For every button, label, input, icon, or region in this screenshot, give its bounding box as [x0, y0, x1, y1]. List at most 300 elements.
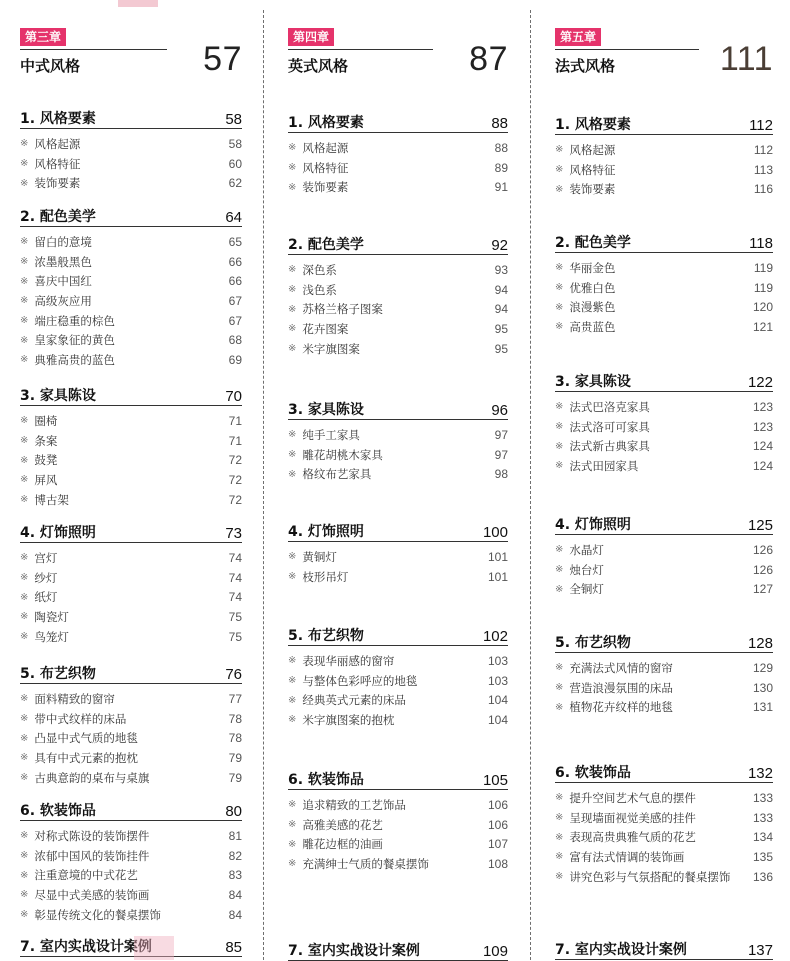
item-page: 72 — [228, 492, 242, 507]
bullet-icon: ※ — [288, 284, 297, 296]
toc-section — [20, 800, 242, 924]
item-page: 67 — [228, 293, 242, 308]
toc-item[interactable] — [555, 847, 773, 867]
toc-item[interactable] — [20, 411, 242, 431]
bullet-icon: ※ — [288, 675, 297, 687]
toc-item[interactable] — [288, 445, 508, 465]
toc-item[interactable] — [555, 658, 773, 678]
bullet-icon: ※ — [288, 468, 297, 480]
item-label: 浪漫紫色 — [569, 300, 616, 315]
section-title: 5. 布艺织物 — [20, 666, 96, 682]
item-page: 58 — [228, 136, 242, 151]
toc-item[interactable] — [288, 464, 508, 484]
toc-item[interactable] — [288, 425, 508, 445]
item-page: 84 — [228, 907, 242, 922]
bullet-icon: ※ — [288, 162, 297, 174]
toc-item[interactable] — [20, 885, 242, 905]
item-page: 123 — [752, 419, 773, 434]
item-page: 106 — [487, 797, 508, 812]
item-page: 124 — [752, 439, 773, 454]
bullet-icon: ※ — [20, 334, 29, 346]
toc-item[interactable] — [555, 397, 773, 417]
chapter-rule — [555, 49, 699, 50]
section-title: 1. 风格要素 — [555, 117, 631, 133]
toc-item[interactable] — [288, 671, 508, 691]
section-page: 64 — [225, 209, 242, 226]
item-label: 典雅高贵的蓝色 — [34, 352, 115, 367]
item-page: 62 — [228, 176, 242, 191]
toc-item[interactable] — [555, 867, 773, 887]
bullet-icon: ※ — [288, 303, 297, 315]
item-page: 78 — [228, 731, 242, 746]
item-page: 126 — [752, 562, 773, 577]
item-page: 66 — [228, 254, 242, 269]
bullet-icon: ※ — [20, 354, 29, 366]
bullet-icon: ※ — [288, 858, 297, 870]
item-label: 留白的意境 — [34, 234, 92, 249]
item-label: 高级灰应用 — [34, 293, 92, 308]
section-page: 122 — [747, 374, 773, 391]
chapter-badge: 第五章 — [555, 28, 601, 46]
chapter-title: 法式风格 — [555, 57, 616, 75]
item-page: 89 — [494, 160, 508, 175]
toc-item[interactable] — [20, 330, 242, 350]
section-heading[interactable] — [555, 762, 773, 783]
section-heading[interactable] — [288, 521, 508, 542]
bullet-icon: ※ — [555, 164, 564, 176]
item-label: 纱灯 — [34, 570, 58, 585]
toc-item[interactable] — [288, 690, 508, 710]
toc-item[interactable] — [288, 299, 508, 319]
item-label: 与整体色彩呼应的地毯 — [302, 673, 418, 688]
section-title: 1. 风格要素 — [20, 111, 96, 127]
item-page: 126 — [752, 542, 773, 557]
item-label: 带中式纹样的床品 — [34, 711, 127, 726]
item-label: 条案 — [34, 433, 58, 448]
item-page: 79 — [228, 750, 242, 765]
item-page: 119 — [753, 260, 773, 275]
section-page: 85 — [225, 939, 242, 956]
section-heading[interactable] — [20, 800, 242, 821]
toc-section — [555, 939, 773, 960]
toc-item[interactable] — [20, 311, 242, 331]
bullet-icon: ※ — [555, 440, 564, 452]
bullet-icon: ※ — [555, 682, 564, 694]
toc-item[interactable] — [555, 317, 773, 337]
toc-item[interactable] — [555, 278, 773, 298]
toc-item[interactable] — [20, 826, 242, 846]
item-label: 米字旗图案 — [302, 341, 360, 356]
item-label: 法式巴洛克家具 — [569, 399, 650, 414]
item-page: 103 — [487, 653, 508, 668]
section-page: 112 — [749, 117, 773, 134]
chapter-page-number: 87 — [469, 40, 508, 78]
toc-item[interactable] — [555, 258, 773, 278]
item-label: 呈现墙面视觉美感的挂件 — [569, 810, 696, 825]
section-heading[interactable] — [20, 936, 242, 957]
item-label: 装饰要素 — [569, 182, 616, 197]
toc-item[interactable] — [20, 470, 242, 490]
item-label: 烛台灯 — [569, 562, 604, 577]
item-page: 133 — [752, 790, 773, 805]
toc-item[interactable] — [555, 417, 773, 437]
bullet-icon: ※ — [20, 236, 29, 248]
item-page: 97 — [494, 447, 508, 462]
bullet-icon: ※ — [288, 838, 297, 850]
bullet-icon: ※ — [288, 264, 297, 276]
toc-item[interactable] — [555, 788, 773, 808]
toc-item[interactable] — [20, 431, 242, 451]
section-page: 76 — [225, 666, 242, 683]
bullet-icon: ※ — [20, 256, 29, 268]
bullet-icon: ※ — [555, 851, 564, 863]
section-heading[interactable] — [20, 385, 242, 406]
toc-item[interactable] — [20, 748, 242, 768]
section-heading[interactable] — [288, 399, 508, 420]
toc-item[interactable] — [288, 651, 508, 671]
toc-item[interactable] — [288, 567, 508, 587]
toc-item[interactable] — [20, 232, 242, 252]
toc-item[interactable] — [20, 627, 242, 647]
bullet-icon: ※ — [20, 591, 29, 603]
section-title: 7. 室内实战设计案例 — [20, 939, 152, 955]
toc-item[interactable] — [555, 140, 773, 160]
toc-item[interactable] — [555, 827, 773, 847]
section-page: 125 — [747, 517, 773, 534]
toc-item[interactable] — [555, 436, 773, 456]
toc-item[interactable] — [288, 795, 508, 815]
item-label: 表现高贵典雅气质的花艺 — [569, 830, 696, 845]
item-page: 107 — [487, 837, 508, 852]
toc-item[interactable] — [288, 547, 508, 567]
section-title: 6. 软装饰品 — [288, 772, 364, 788]
section-page: 100 — [482, 524, 508, 541]
bullet-icon: ※ — [555, 183, 564, 195]
item-page: 104 — [487, 712, 508, 727]
bullet-icon: ※ — [20, 752, 29, 764]
section-heading[interactable] — [288, 769, 508, 790]
bullet-icon: ※ — [20, 631, 29, 643]
bullet-icon: ※ — [555, 792, 564, 804]
item-page: 60 — [228, 156, 242, 171]
section-page: 105 — [482, 772, 508, 789]
toc-item[interactable] — [20, 709, 242, 729]
bullet-icon: ※ — [288, 799, 297, 811]
item-label: 提升空间艺术气息的摆件 — [569, 790, 696, 805]
toc-section — [288, 399, 508, 484]
section-page: 80 — [225, 803, 242, 820]
item-page: 71 — [228, 413, 242, 428]
item-label: 风格起源 — [302, 140, 349, 155]
section-page: 88 — [491, 115, 508, 132]
item-page: 133 — [752, 810, 773, 825]
item-label: 优雅白色 — [569, 280, 616, 295]
toc-item[interactable] — [288, 138, 508, 158]
item-page: 136 — [752, 869, 773, 884]
section-heading[interactable] — [288, 625, 508, 646]
toc-item[interactable] — [555, 160, 773, 180]
toc-section — [555, 632, 773, 717]
section-heading[interactable] — [555, 232, 773, 253]
section-title: 4. 灯饰照明 — [555, 517, 631, 533]
item-page: 134 — [752, 830, 773, 845]
toc-section — [20, 108, 242, 193]
toc-section — [20, 936, 242, 957]
item-label: 纯手工家具 — [302, 427, 360, 442]
toc-section — [555, 114, 773, 199]
item-page: 68 — [228, 333, 242, 348]
section-title: 6. 软装饰品 — [20, 803, 96, 819]
toc-item[interactable] — [288, 710, 508, 730]
bullet-icon: ※ — [288, 819, 297, 831]
item-label: 装饰要素 — [302, 180, 349, 195]
item-label: 格纹布艺家具 — [302, 467, 372, 482]
bullet-icon: ※ — [555, 701, 564, 713]
bullet-icon: ※ — [555, 262, 564, 274]
section-heading[interactable] — [555, 114, 773, 135]
item-page: 75 — [228, 629, 242, 644]
bullet-icon: ※ — [555, 583, 564, 595]
item-page: 106 — [487, 817, 508, 832]
toc-item[interactable] — [20, 768, 242, 788]
chapter-title: 中式风格 — [20, 57, 81, 75]
item-label: 黄铜灯 — [302, 549, 337, 564]
item-page: 77 — [228, 691, 242, 706]
item-label: 苏格兰格子图案 — [302, 302, 383, 317]
column-divider — [530, 10, 531, 960]
section-page: 118 — [749, 235, 773, 252]
toc-section — [555, 232, 773, 337]
chapter-rule — [20, 49, 167, 50]
item-label: 高贵蓝色 — [569, 319, 616, 334]
toc-item[interactable] — [288, 280, 508, 300]
item-label: 深色系 — [302, 262, 337, 277]
toc-section — [288, 769, 508, 874]
section-page: 137 — [747, 942, 773, 959]
section-title: 2. 配色美学 — [555, 235, 631, 251]
bullet-icon: ※ — [20, 275, 29, 287]
item-label: 法式洛可可家具 — [569, 419, 650, 434]
toc-item[interactable] — [555, 697, 773, 717]
toc-item[interactable] — [20, 450, 242, 470]
section-page: 102 — [482, 628, 508, 645]
item-page: 94 — [494, 282, 508, 297]
toc-item[interactable] — [555, 678, 773, 698]
bullet-icon: ※ — [555, 662, 564, 674]
bullet-icon: ※ — [288, 181, 297, 193]
section-title: 7. 室内实战设计案例 — [555, 942, 687, 958]
section-heading[interactable] — [288, 112, 508, 133]
chapter-header — [288, 28, 508, 80]
section-title: 2. 配色美学 — [20, 209, 96, 225]
item-page: 83 — [228, 868, 242, 883]
item-label: 米字旗图案的抱枕 — [302, 712, 395, 727]
chapter-5-column — [555, 28, 773, 959]
item-page: 66 — [228, 274, 242, 289]
item-label: 古典意韵的桌布与桌旗 — [34, 770, 150, 785]
toc-item[interactable] — [20, 490, 242, 510]
section-heading[interactable] — [555, 632, 773, 653]
bullet-icon: ※ — [20, 713, 29, 725]
toc-item[interactable] — [555, 560, 773, 580]
toc-item[interactable] — [20, 607, 242, 627]
bullet-icon: ※ — [20, 315, 29, 327]
toc-section — [555, 371, 773, 476]
section-heading[interactable] — [20, 663, 242, 684]
item-page: 95 — [494, 321, 508, 336]
toc-item[interactable] — [288, 319, 508, 339]
section-heading[interactable] — [555, 371, 773, 392]
item-label: 浅色系 — [302, 282, 337, 297]
item-page: 131 — [752, 700, 773, 715]
toc-item[interactable] — [20, 291, 242, 311]
toc-section — [20, 522, 242, 646]
toc-item[interactable] — [20, 905, 242, 925]
item-label: 法式田园家具 — [569, 458, 639, 473]
section-title: 4. 灯饰照明 — [20, 525, 96, 541]
section-title: 2. 配色美学 — [288, 237, 364, 253]
toc-item[interactable] — [288, 158, 508, 178]
toc-item[interactable] — [555, 540, 773, 560]
section-title: 3. 家具陈设 — [288, 402, 364, 418]
chapter-4-column — [288, 28, 508, 960]
bullet-icon: ※ — [20, 158, 29, 170]
bullet-icon: ※ — [288, 551, 297, 563]
item-label: 面料精致的窗帘 — [34, 691, 115, 706]
item-label: 喜庆中国红 — [34, 274, 92, 289]
toc-item[interactable] — [20, 271, 242, 291]
bullet-icon: ※ — [20, 494, 29, 506]
item-label: 充满绅士气质的餐桌摆饰 — [302, 856, 429, 871]
item-page: 78 — [228, 711, 242, 726]
toc-section — [20, 206, 242, 370]
bullet-icon: ※ — [20, 889, 29, 901]
bullet-icon: ※ — [288, 655, 297, 667]
toc-item[interactable] — [288, 339, 508, 359]
toc-item[interactable] — [20, 587, 242, 607]
item-page: 72 — [228, 472, 242, 487]
item-page: 101 — [487, 569, 508, 584]
section-page: 92 — [491, 237, 508, 254]
toc-section — [288, 234, 508, 358]
toc-item[interactable] — [288, 854, 508, 874]
chapter-page-number: 111 — [719, 40, 773, 78]
bullet-icon: ※ — [288, 694, 297, 706]
toc-item[interactable] — [20, 548, 242, 568]
section-page: 70 — [225, 388, 242, 405]
bullet-icon: ※ — [288, 449, 297, 461]
toc-item[interactable] — [288, 177, 508, 197]
item-label: 营造浪漫氛围的床品 — [569, 680, 673, 695]
section-heading[interactable] — [555, 514, 773, 535]
section-heading[interactable] — [288, 234, 508, 255]
bullet-icon: ※ — [20, 732, 29, 744]
section-heading[interactable] — [288, 940, 508, 961]
chapter-header — [555, 28, 773, 80]
item-page: 121 — [752, 319, 773, 334]
item-label: 具有中式元素的抱枕 — [34, 750, 138, 765]
bullet-icon: ※ — [555, 460, 564, 472]
item-label: 对称式陈设的装饰摆件 — [34, 828, 150, 843]
toc-item[interactable] — [555, 456, 773, 476]
bullet-icon: ※ — [20, 177, 29, 189]
toc-section — [288, 940, 508, 961]
toc-item[interactable] — [20, 154, 242, 174]
item-label: 鼓凳 — [34, 453, 58, 468]
item-label: 风格特征 — [34, 156, 81, 171]
item-page: 97 — [494, 427, 508, 442]
bullet-icon: ※ — [20, 552, 29, 564]
bullet-icon: ※ — [20, 415, 29, 427]
item-page: 81 — [228, 828, 242, 843]
toc-item[interactable] — [20, 689, 242, 709]
item-page: 65 — [228, 234, 242, 249]
section-title: 4. 灯饰照明 — [288, 524, 364, 540]
item-label: 屏风 — [34, 472, 58, 487]
item-label: 雕花胡桃木家具 — [302, 447, 383, 462]
toc-section — [288, 625, 508, 730]
section-title: 7. 室内实战设计案例 — [288, 943, 420, 959]
toc-item[interactable] — [20, 134, 242, 154]
bullet-icon: ※ — [288, 343, 297, 355]
section-heading[interactable] — [20, 522, 242, 543]
toc-item[interactable] — [288, 834, 508, 854]
toc-item[interactable] — [20, 173, 242, 193]
item-label: 追求精致的工艺饰品 — [302, 797, 406, 812]
toc-item[interactable] — [555, 808, 773, 828]
section-heading[interactable] — [20, 108, 242, 129]
section-heading[interactable] — [555, 939, 773, 960]
item-label: 浓墨般黑色 — [34, 254, 92, 269]
section-heading[interactable] — [20, 206, 242, 227]
bullet-icon: ※ — [20, 693, 29, 705]
toc-item[interactable] — [555, 297, 773, 317]
item-label: 彰显传统文化的餐桌摆饰 — [34, 907, 161, 922]
toc-item[interactable] — [20, 252, 242, 272]
item-page: 103 — [487, 673, 508, 688]
item-page: 91 — [494, 180, 508, 195]
toc-item[interactable] — [555, 179, 773, 199]
toc-item[interactable] — [20, 728, 242, 748]
toc-item[interactable] — [20, 350, 242, 370]
bullet-icon: ※ — [288, 142, 297, 154]
chapter-page-number: 57 — [203, 40, 242, 78]
section-title: 3. 家具陈设 — [20, 388, 96, 404]
toc-section — [555, 514, 773, 599]
item-label: 尽显中式美感的装饰画 — [34, 887, 150, 902]
item-label: 充满法式风情的窗帘 — [569, 660, 673, 675]
toc-item[interactable] — [20, 865, 242, 885]
item-label: 法式新古典家具 — [569, 439, 650, 454]
item-page: 84 — [228, 887, 242, 902]
item-label: 高雅美感的花艺 — [302, 817, 383, 832]
toc-item[interactable] — [20, 568, 242, 588]
item-label: 风格起源 — [34, 136, 81, 151]
item-page: 93 — [494, 262, 508, 277]
item-page: 130 — [752, 680, 773, 695]
toc-item[interactable] — [288, 815, 508, 835]
item-page: 79 — [228, 770, 242, 785]
toc-item[interactable] — [555, 579, 773, 599]
bottom-decoration — [134, 936, 174, 960]
toc-section — [555, 762, 773, 886]
bullet-icon: ※ — [20, 572, 29, 584]
bullet-icon: ※ — [555, 871, 564, 883]
bullet-icon: ※ — [288, 323, 297, 335]
toc-item[interactable] — [288, 260, 508, 280]
item-label: 风格特征 — [569, 162, 616, 177]
toc-item[interactable] — [20, 846, 242, 866]
